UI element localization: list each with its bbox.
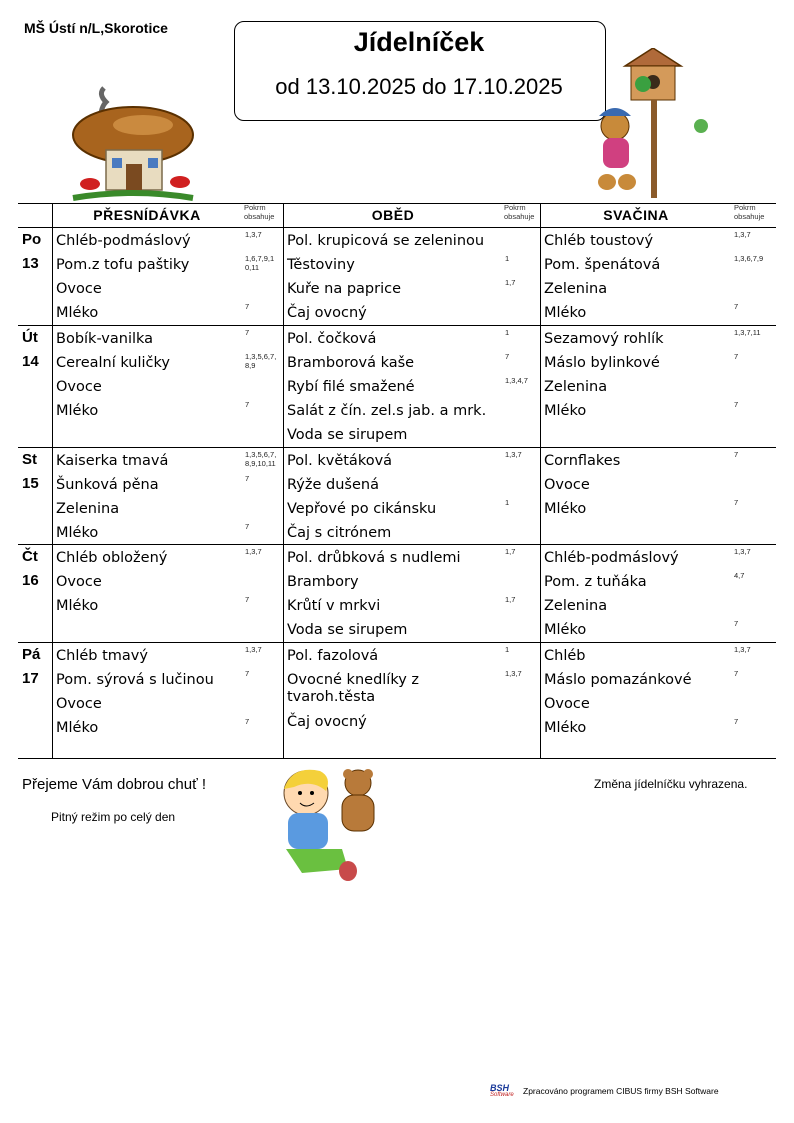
lunch-item: Rybí filé smažené <box>287 379 415 395</box>
lunch-item: Salát z čín. zel.s jab. a mrk. <box>287 403 487 419</box>
lunch-item: Kuře na paprice <box>287 281 402 297</box>
snack-item: Chléb <box>544 648 586 664</box>
breakfast-item: Chléb obložený <box>56 550 168 566</box>
allergen-code: 1,3,6,7,9 <box>734 254 764 263</box>
breakfast-item: Šunková pěna <box>56 477 159 493</box>
page-title: Jídelníček <box>353 27 485 57</box>
date-range: od 13.10.2025 do 17.10.2025 <box>275 74 563 99</box>
breakfast-item: Ovoce <box>56 574 102 590</box>
footer-drinking: Pitný režim po celý den <box>51 810 176 824</box>
allergen-code: 1,3,7 <box>734 230 751 239</box>
allergen-code: 7 <box>505 352 510 361</box>
allergen-code: 7 <box>734 498 739 507</box>
lunch-item: Pol. krupicová se zeleninou <box>287 233 485 249</box>
snack-item: Zelenina <box>544 598 608 614</box>
lunch-item: Brambory <box>287 574 359 590</box>
breakfast-item: Mléko <box>56 598 99 614</box>
snack-item: Mléko <box>544 622 587 638</box>
door-icon <box>126 164 142 190</box>
allergen-code: 7 <box>734 352 739 361</box>
allergen-code: 1,7 <box>505 595 516 604</box>
day-number: 15 <box>22 475 39 492</box>
footer-wish: Přejeme Vám dobrou chuť ! <box>22 776 207 793</box>
day-abbr: St <box>22 451 37 468</box>
lunch-item: Bramborová kaše <box>287 355 415 371</box>
allergen-code: 7 <box>245 474 250 483</box>
snack-item: Zelenina <box>544 281 608 297</box>
breakfast-item: Chléb-podmáslový <box>56 233 191 249</box>
day-number: 13 <box>22 255 39 272</box>
allergen-code: 7 <box>245 717 250 726</box>
breakfast-item: Ovoce <box>56 281 102 297</box>
breakfast-item: Bobík-vanilka <box>56 331 154 347</box>
lunch-item: Pol. čočková <box>287 331 377 347</box>
teddy-body-icon <box>342 795 374 831</box>
allergen-code: 1,3,7 <box>505 669 522 678</box>
breakfast-item: Mléko <box>56 403 99 419</box>
child-with-teddy-illustration <box>272 765 390 885</box>
allergen-code: 1,3,7,11 <box>734 328 761 337</box>
allergen-code: 7 <box>734 450 739 459</box>
lunch-item: Těstoviny <box>287 257 355 273</box>
birdhouse-roof-icon <box>625 48 681 66</box>
lunch-item: Voda se sirupem <box>287 622 408 638</box>
pole-icon <box>651 100 657 198</box>
allergen-code: 1,3,5,6,7, 8,9,10,11 <box>245 450 277 468</box>
lunch-item: Pol. fazolová <box>287 648 379 664</box>
allergen-header-lunch: Pokrm obsahuje <box>504 203 535 221</box>
snack-item: Zelenina <box>544 379 608 395</box>
snack-item: Máslo bylinkové <box>544 355 660 371</box>
allergen-code: 7 <box>734 302 739 311</box>
snack-item: Mléko <box>544 720 587 736</box>
lunch-item: Rýže dušená <box>287 477 379 493</box>
allergen-code: 7 <box>734 400 739 409</box>
allergen-code: 1,3,7 <box>505 450 522 459</box>
breakfast-item: Ovoce <box>56 696 102 712</box>
snack-item: Cornflakes <box>544 453 621 469</box>
allergen-code: 1,3,4,7 <box>505 376 528 385</box>
day-abbr: Po <box>22 231 42 248</box>
child-pants-icon <box>286 849 348 873</box>
snack-item: Chléb toustový <box>544 233 654 249</box>
allergen-code: 1,7 <box>505 547 516 556</box>
breakfast-item: Pom. sýrová s lučinou <box>56 672 214 688</box>
allergen-code: 7 <box>245 595 250 604</box>
allergen-header-snack: Pokrm obsahuje <box>734 203 765 221</box>
breakfast-item: Mléko <box>56 720 99 736</box>
day-number: 17 <box>22 670 39 687</box>
column-header-snack: SVAČINA <box>603 207 669 223</box>
small-bird-icon <box>694 119 708 133</box>
allergen-code: 1 <box>505 328 510 337</box>
birdhouse-teddy-illustration <box>585 48 715 198</box>
child-shirt-icon <box>288 813 328 849</box>
snack-item: Pom. z tuňáka <box>544 574 647 590</box>
breakfast-item: Zelenina <box>56 501 120 517</box>
allergen-code: 7 <box>245 400 250 409</box>
lunch-item: Voda se sirupem <box>287 427 408 443</box>
allergen-code: 7 <box>245 522 250 531</box>
bird-icon <box>635 76 651 92</box>
snack-item: Mléko <box>544 305 587 321</box>
teddy-head-icon <box>601 112 629 140</box>
snack-item: Máslo pomazánkové <box>544 672 692 688</box>
day-abbr: Pá <box>22 646 41 663</box>
snack-item: Mléko <box>544 403 587 419</box>
snack-item: Mléko <box>544 501 587 517</box>
teddy-body-icon <box>603 138 629 168</box>
column-header-breakfast: PŘESNÍDÁVKA <box>93 207 201 223</box>
bsh-logo: BSH Software <box>490 1083 514 1098</box>
allergen-code: 7 <box>245 302 250 311</box>
lunch-item: Pol. drůbková s nudlemi <box>287 550 461 566</box>
snack-item: Ovoce <box>544 477 590 493</box>
school-name: MŠ Ústí n/L,Skorotice <box>24 20 168 36</box>
mushroom-house-illustration <box>68 80 198 202</box>
lunch-item: Čaj ovocný <box>287 714 367 730</box>
allergen-code: 7 <box>245 328 250 337</box>
breakfast-item: Ovoce <box>56 379 102 395</box>
allergen-code: 1 <box>505 254 510 263</box>
allergen-code: 4,7 <box>734 571 745 580</box>
allergen-code: 1,3,7 <box>734 547 751 556</box>
footer-credit: Zpracováno programem CIBUS firmy BSH Software <box>523 1086 719 1096</box>
allergen-code: 1,7 <box>505 278 516 287</box>
breakfast-item: Mléko <box>56 305 99 321</box>
lunch-item: Ovocné knedlíky z tvaroh.těsta <box>287 672 420 705</box>
allergen-code: 1,6,7,9,1 0,11 <box>245 254 275 272</box>
allergen-code: 7 <box>734 669 739 678</box>
allergen-code: 1 <box>505 645 510 654</box>
allergen-code: 7 <box>245 669 250 678</box>
allergen-code: 1 <box>505 498 510 507</box>
allergen-code: 7 <box>734 619 739 628</box>
lunch-item: Čaj ovocný <box>287 305 367 321</box>
allergen-code: 1,3,7 <box>245 645 262 654</box>
day-number: 14 <box>22 353 39 370</box>
snack-item: Pom. špenátová <box>544 257 661 273</box>
breakfast-item: Mléko <box>56 525 99 541</box>
allergen-code: 7 <box>734 717 739 726</box>
breakfast-item: Cerealní kuličky <box>56 355 170 371</box>
snack-item: Sezamový rohlík <box>544 331 664 347</box>
allergen-code: 1,3,5,6,7, 8,9 <box>245 352 277 370</box>
snack-item: Chléb-podmáslový <box>544 550 679 566</box>
allergen-header-breakfast: Pokrm obsahuje <box>244 203 275 221</box>
day-number: 16 <box>22 572 39 589</box>
lunch-item: Krůtí v mrkvi <box>287 598 381 614</box>
breakfast-item: Pom.z tofu paštiky <box>56 257 190 273</box>
column-header-lunch: OBĚD <box>371 207 415 223</box>
day-abbr: Út <box>22 329 38 346</box>
lunch-item: Pol. květáková <box>287 453 393 469</box>
snack-item: Ovoce <box>544 696 590 712</box>
allergen-code: 1,3,7 <box>245 230 262 239</box>
breakfast-item: Kaiserka tmavá <box>56 453 169 469</box>
day-abbr: Čt <box>22 548 38 565</box>
allergen-code: 1,3,7 <box>734 645 751 654</box>
footer-change-note: Změna jídelníčku vyhrazena. <box>594 777 748 791</box>
lunch-item: Čaj s citrónem <box>287 525 392 541</box>
lunch-item: Vepřové po cikánsku <box>287 501 437 517</box>
allergen-code: 1,3,7 <box>245 547 262 556</box>
breakfast-item: Chléb tmavý <box>56 648 148 664</box>
